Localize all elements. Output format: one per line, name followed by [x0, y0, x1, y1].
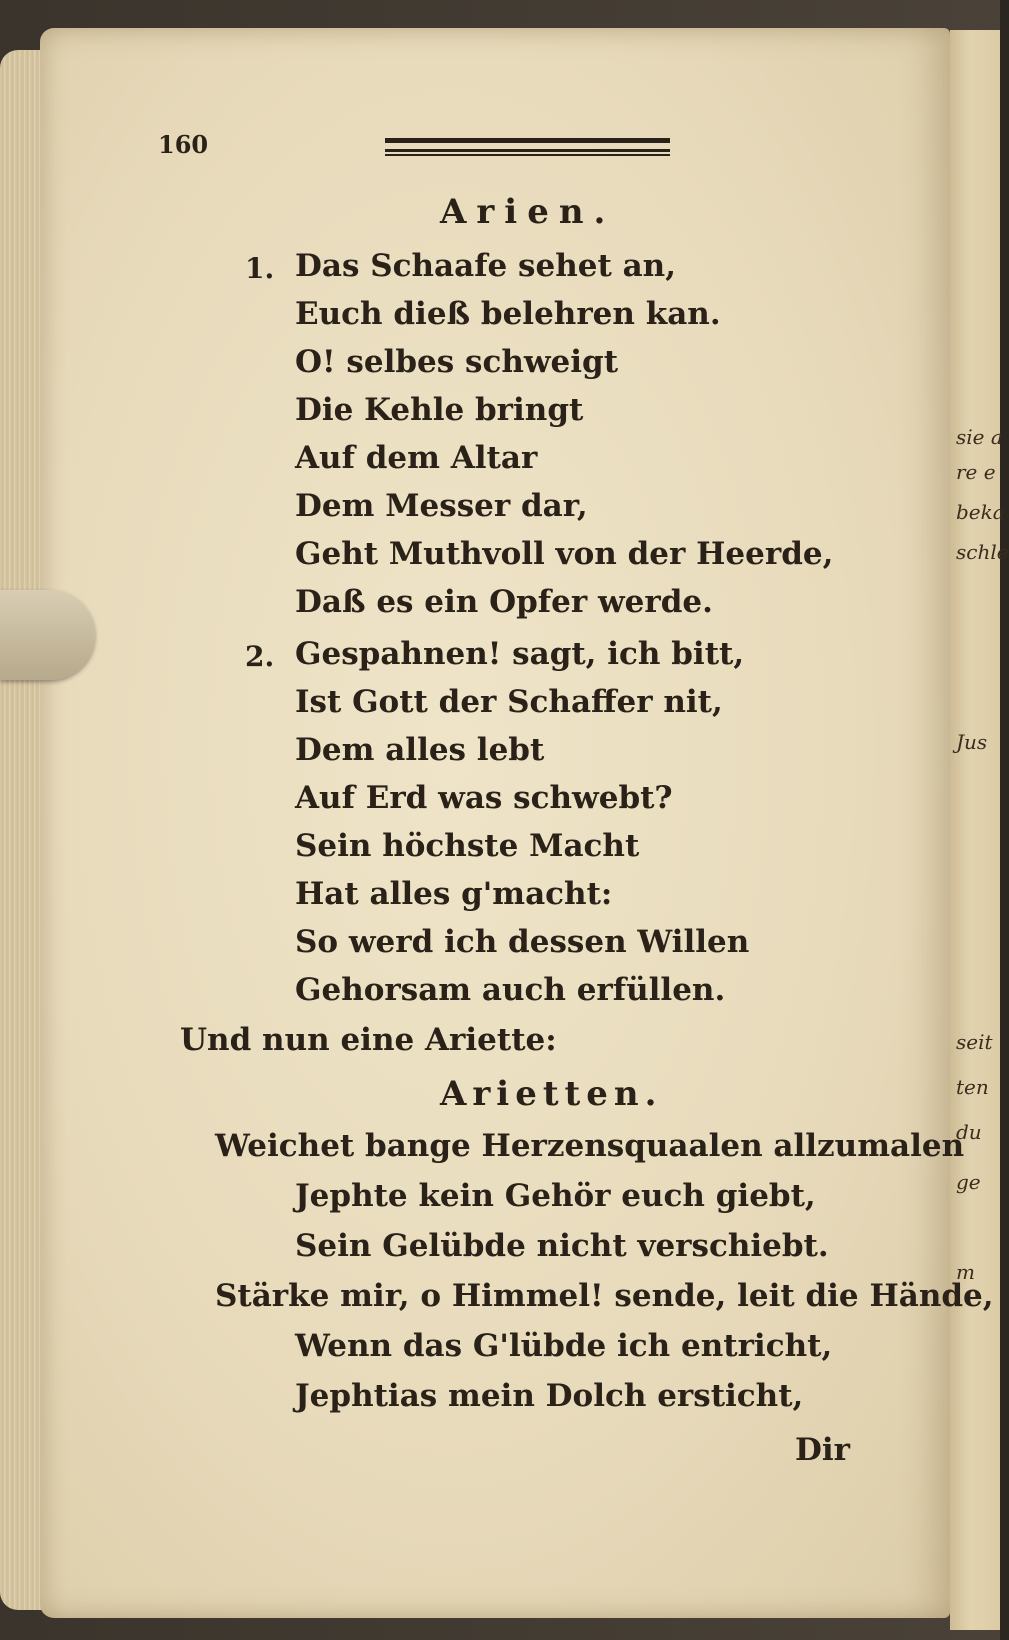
facing-fragment: seit	[956, 1030, 993, 1054]
verse-line: O! selbes schweigt	[295, 344, 619, 380]
header-rule-thin	[385, 154, 670, 156]
stanza-number: 2.	[245, 640, 275, 673]
header-rule	[385, 138, 670, 152]
facing-page-edge	[950, 30, 1009, 1630]
verse-line: Auf dem Altar	[295, 440, 538, 476]
facing-fragment: beka	[956, 500, 1005, 524]
facing-fragment: m	[956, 1260, 975, 1284]
facing-fragment: ten	[956, 1075, 989, 1099]
arietta-line: Stärke mir, o Himmel! sende, leit die Hände,	[215, 1278, 994, 1314]
arietta-line: Wenn das G'lübde ich entricht,	[295, 1328, 833, 1364]
verse-line: Ist Gott der Schaffer nit,	[295, 684, 723, 720]
verse-line: Dem alles lebt	[295, 732, 545, 768]
facing-fragment: du	[956, 1120, 982, 1144]
verse-line: Euch dieß belehren kan.	[295, 296, 721, 332]
facing-fragment: schle	[956, 540, 1009, 564]
verse-line: Das Schaafe sehet an,	[295, 248, 677, 284]
verse-line: Gehorsam auch erfüllen.	[295, 972, 726, 1008]
intro-line: Und nun eine Ariette:	[180, 1022, 557, 1058]
facing-fragment: Jus	[956, 730, 988, 754]
verse-line: Sein höchste Macht	[295, 828, 640, 864]
arietta-line: Weichet bange Herzensquaalen allzumalen	[215, 1128, 965, 1164]
verse-line: Geht Muthvoll von der Heerde,	[295, 536, 834, 572]
heading-arietten: Arietten.	[440, 1074, 663, 1114]
verse-line: Gespahnen! sagt, ich bitt,	[295, 636, 745, 672]
verse-line: Die Kehle bringt	[295, 392, 584, 428]
arietta-line: Jephtias mein Dolch ersticht,	[295, 1378, 804, 1414]
catchword: Dir	[795, 1432, 850, 1468]
arietta-line: Sein Gelübde nicht verschiebt.	[295, 1228, 829, 1264]
book-clasp	[0, 590, 95, 680]
page-number: 160	[158, 130, 209, 159]
stanza-number: 1.	[245, 252, 275, 285]
arietta-line: Jephte kein Gehör euch giebt,	[295, 1178, 816, 1214]
verse-line: Hat alles g'macht:	[295, 876, 613, 912]
verse-line: So werd ich dessen Willen	[295, 924, 750, 960]
facing-fragment: sie a	[956, 425, 1003, 449]
verse-line: Daß es ein Opfer werde.	[295, 584, 713, 620]
facing-fragment: ge	[956, 1170, 981, 1194]
heading-arien: Arien.	[440, 192, 616, 232]
verse-line: Dem Messer dar,	[295, 488, 588, 524]
facing-fragment: re e	[956, 460, 996, 484]
verse-line: Auf Erd was schwebt?	[295, 780, 673, 816]
